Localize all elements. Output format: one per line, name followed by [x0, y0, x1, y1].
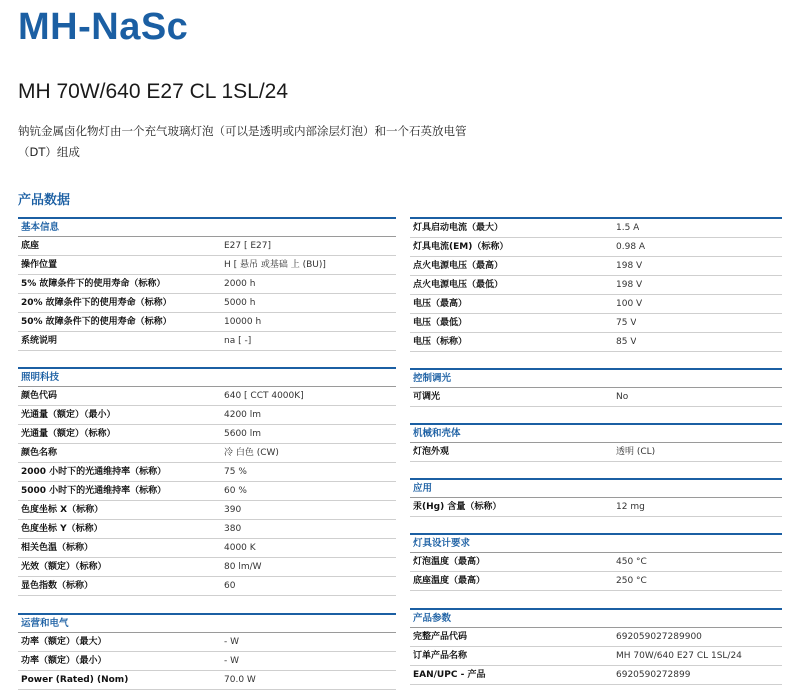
row-key: 可调光	[413, 392, 441, 402]
table-row	[18, 633, 396, 652]
row-key: 点火电源电压（最高）	[413, 261, 504, 271]
table-row	[410, 314, 782, 333]
right-column	[410, 217, 782, 685]
row-value: 12 mg	[616, 502, 645, 512]
row-key: 订单产品名称	[413, 651, 468, 661]
table-row	[410, 498, 782, 517]
row-value: 1.5 A	[616, 223, 640, 233]
row-key: 汞(Hg) 含量（标称）	[413, 502, 502, 512]
row-key: 底座	[21, 241, 40, 251]
group-electrical-continued	[410, 217, 782, 352]
group-title: 产品参数	[410, 610, 782, 628]
group-title: 运营和电气	[18, 615, 396, 633]
group-title: 灯具设计要求	[410, 535, 782, 553]
table-row	[18, 387, 396, 406]
description-line-1: 钠钪金属卤化物灯由一个充气玻璃灯泡（可以是透明或内部涂层灯泡）和一个石英放电管	[18, 124, 467, 138]
row-key: 灯具启动电流（最大）	[413, 223, 504, 233]
row-key: 50% 故障条件下的使用寿命（标称）	[21, 317, 172, 327]
group-spacer	[18, 596, 396, 613]
row-value: - W	[224, 637, 240, 647]
group-title: 基本信息	[18, 219, 396, 237]
table-row	[18, 520, 396, 539]
table-row	[18, 313, 396, 332]
group-title: 控制调光	[410, 370, 782, 388]
table-row	[410, 276, 782, 295]
left-column	[18, 217, 396, 690]
table-row	[410, 295, 782, 314]
row-value: 70.0 W	[224, 675, 256, 685]
group-lighting-tech	[18, 367, 396, 596]
table-row	[18, 275, 396, 294]
row-key: 灯具电流(EM)（标称）	[413, 242, 509, 252]
row-value: 4000 K	[224, 543, 256, 553]
row-value: 85 V	[616, 337, 637, 347]
group-title: 照明科技	[18, 369, 396, 387]
group-basic-info	[18, 217, 396, 351]
table-row	[18, 406, 396, 425]
table-row	[410, 647, 782, 666]
row-key: 颜色名称	[21, 448, 58, 458]
row-key: 20% 故障条件下的使用寿命（标称）	[21, 298, 172, 308]
row-key: 色度坐标 X（标称）	[21, 505, 104, 515]
row-value: MH 70W/640 E27 CL 1SL/24	[616, 651, 742, 661]
row-value: 250 °C	[616, 576, 647, 586]
row-key: 操作位置	[21, 260, 58, 270]
table-row	[410, 443, 782, 462]
row-value: 5600 lm	[224, 429, 262, 439]
group-product-parameters	[410, 608, 782, 685]
group-title: 机械和壳体	[410, 425, 782, 443]
brand-title: MH-NaSc	[18, 6, 189, 48]
row-value: 198 V	[616, 261, 643, 271]
table-row	[18, 539, 396, 558]
group-mechanical-housing	[410, 423, 782, 462]
product-description	[18, 121, 518, 163]
row-value: E27 [ E27]	[224, 241, 272, 251]
row-key: 系统说明	[21, 336, 58, 346]
row-value: na [ -]	[224, 336, 252, 346]
row-key: 光通量（额定）（标称）	[21, 429, 116, 439]
table-row	[410, 257, 782, 276]
row-key: Power (Rated) (Nom)	[21, 675, 129, 685]
row-value: 60	[224, 581, 236, 591]
table-row	[18, 256, 396, 275]
row-key: 光通量（额定）（最小）	[21, 410, 116, 420]
row-value: 透明 (CL)	[616, 447, 656, 457]
row-value: 10000 h	[224, 317, 262, 327]
description-line-2: （DT）组成	[18, 145, 80, 159]
table-row	[410, 238, 782, 257]
group-operating-electrical	[18, 613, 396, 690]
row-key: 完整产品代码	[413, 632, 468, 642]
row-key: 点火电源电压（最低）	[413, 280, 504, 290]
group-spacer	[18, 351, 396, 367]
table-row	[18, 671, 396, 690]
row-key: 电压（最高）	[413, 299, 468, 309]
table-row	[410, 666, 782, 685]
group-dimming-control	[410, 368, 782, 407]
section-title: 产品数据	[18, 193, 71, 208]
table-row	[410, 628, 782, 647]
row-key: 电压（最低）	[413, 318, 468, 328]
row-value: 75 %	[224, 467, 247, 477]
row-key: EAN/UPC - 产品	[413, 670, 486, 680]
table-row	[18, 482, 396, 501]
table-row	[18, 501, 396, 520]
row-key: 颜色代码	[21, 391, 58, 401]
row-value: 640 [ CCT 4000K]	[224, 391, 304, 401]
row-key: 灯泡温度（最高）	[413, 557, 486, 567]
table-row	[410, 553, 782, 572]
row-value: 80 lm/W	[224, 562, 262, 572]
group-luminaire-design	[410, 533, 782, 591]
row-value: 692059027289900	[616, 632, 702, 642]
row-value: No	[616, 392, 629, 402]
row-value: - W	[224, 656, 240, 666]
table-row	[18, 294, 396, 313]
row-value: 75 V	[616, 318, 637, 328]
row-key: 功率（额定）（最小）	[21, 656, 107, 666]
row-value: 380	[224, 524, 242, 534]
table-row	[18, 444, 396, 463]
group-spacer	[410, 517, 782, 533]
row-key: 底座温度（最高）	[413, 576, 486, 586]
table-row	[410, 333, 782, 352]
group-title: 应用	[410, 480, 782, 498]
row-value: 6920590272899	[616, 670, 691, 680]
row-value: 2000 h	[224, 279, 256, 289]
row-key: 灯泡外观	[413, 447, 450, 457]
row-value: 198 V	[616, 280, 643, 290]
row-key: 显色指数（标称）	[21, 581, 94, 591]
row-value: 390	[224, 505, 242, 515]
table-row	[18, 237, 396, 256]
row-key: 色度坐标 Y（标称）	[21, 524, 103, 534]
group-spacer	[410, 407, 782, 423]
group-spacer	[410, 352, 782, 368]
row-value: 5000 h	[224, 298, 256, 308]
group-spacer	[410, 591, 782, 608]
row-key: 相关色温（标称）	[21, 543, 94, 553]
table-row	[18, 463, 396, 482]
row-value: 冷 白色 (CW)	[224, 448, 279, 458]
table-row	[18, 558, 396, 577]
row-key: 5% 故障条件下的使用寿命（标称）	[21, 279, 166, 289]
row-key: 电压（标称）	[413, 337, 468, 347]
row-key: 2000 小时下的光通维持率（标称）	[21, 467, 167, 477]
row-key: 功率（额定）（最大）	[21, 637, 107, 647]
row-value: H [ 悬吊 或基础 上 (BU)]	[224, 260, 326, 270]
table-row	[410, 388, 782, 407]
row-value: 0.98 A	[616, 242, 646, 252]
product-title: MH 70W/640 E27 CL 1SL/24	[18, 80, 289, 103]
table-row	[410, 572, 782, 591]
table-row	[410, 219, 782, 238]
group-application	[410, 478, 782, 517]
table-row	[18, 652, 396, 671]
table-row	[18, 577, 396, 596]
row-key: 5000 小时下的光通维持率（标称）	[21, 486, 167, 496]
row-value: 60 %	[224, 486, 247, 496]
table-row	[18, 332, 396, 351]
row-key: 光效（额定）（标称）	[21, 562, 107, 572]
row-value: 4200 lm	[224, 410, 262, 420]
row-value: 100 V	[616, 299, 643, 309]
row-value: 450 °C	[616, 557, 647, 567]
table-row	[18, 425, 396, 444]
group-spacer	[410, 462, 782, 478]
